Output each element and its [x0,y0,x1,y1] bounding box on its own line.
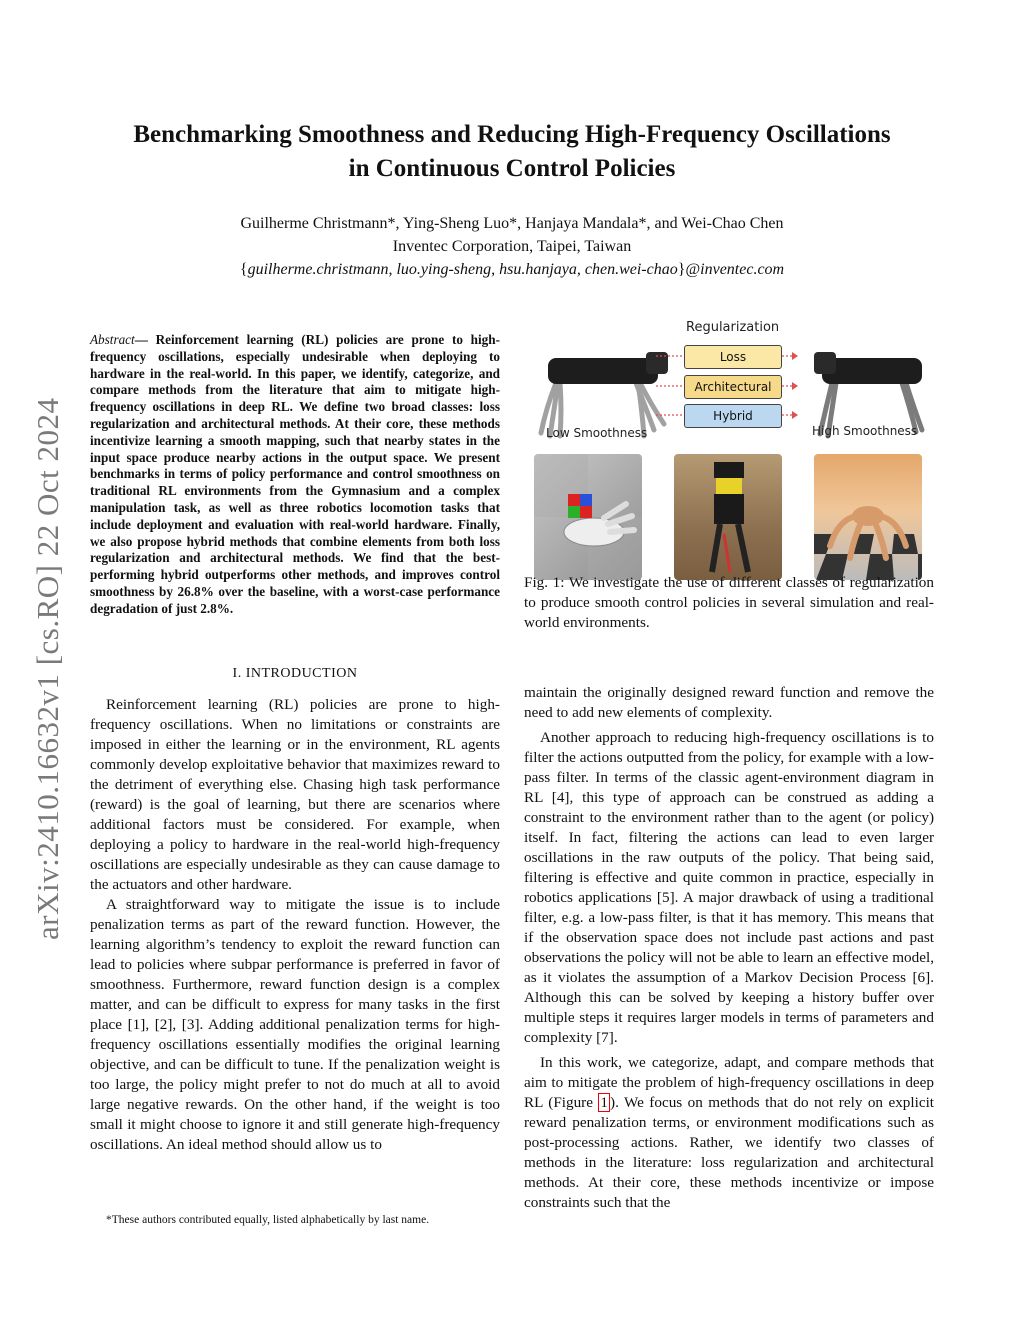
real-robot-photo [674,454,782,580]
right-column-body [524,683,934,1213]
figure-reference-link[interactable]: 1 [600,1094,609,1111]
abstract-label: Abstract [90,332,135,347]
manipulation-photo [534,454,642,580]
biped-robot-icon [674,454,782,580]
robot-hand-icon [534,454,642,580]
architectural-box: Architectural [684,375,782,399]
paper-title-line-2: in Continuous Control Policies [348,155,676,182]
low-smoothness-label: Low Smoothness [546,426,648,440]
author-block [80,212,944,281]
figure-1 [524,316,934,581]
figure-caption: Fig. 1: We investigate the use of different classes of regularization to produce smooth control policies in several simulation and real-world environments. [524,574,934,631]
paragraph: A straightforward way to mitigate the issue is to include penalization terms as part of the reward function. However, the learning algorithm’s tendency to exploit the reward function can lead to policies where subpar performance is preferred in favor of smoothness. Furthermore, reward function design is a complex matter, and can be difficult to express for many tasks in the first place [1], [2], [3]. Adding additional penalization terms for high-frequency oscillations essentially modifies the original learning objective, and can be difficult to tune. If the penalization weight is too large, the policy might prefer to not do much at all to avoid large negative rewards. On the other hand, if the weight is too small it might choose to ignore it and still generate high-frequency oscillations. An ideal method should allow us to [90,896,500,1153]
email-names: guilherme.christmann, luo.ying-sheng, hsu.hanjaya, chen.wei-chao [247,261,678,278]
loss-box: Loss [684,345,782,369]
quadruped-sim-icon [814,454,922,580]
abstract [90,332,500,618]
affiliation: Inventec Corporation, Taipei, Taiwan [392,238,632,255]
paper-title-line-1: Benchmarking Smoothness and Reducing High-Frequency Oscillations [133,121,891,148]
paragraph: Another approach to reducing high-frequency oscillations is to filter the actions outputted from the policy, for example with a low-pass filter. In terms of the classic agent-environment diagram in RL [4], this type of approach can be construed as adding a constraint to the environment rather than to the agent (or policy) itself. In fact, filtering the actions can lead to even larger oscillations in the raw outputs of the policy. That being said, filtering is effective and quite common in practice, especially in robotics applications [5]. A major drawback of using a traditional filter, e.g. a low-pass filter, is that it has memory. This means that if the observation space does not include past actions and past observations the policy will not be able to learn an effective model, as it violates the assumption of a Markov Decision Process [6]. Although this can be solved by keeping a history buffer over multiple steps it requires larger models in terms of parameters and complexity [7]. [524,729,934,1046]
emails: {guilherme.christmann, luo.ying-sheng, hsu.hanjaya, chen.wei-chao}@inventec.com [239,261,785,278]
footnote: *These authors contributed equally, listed alphabetically by last name. [106,1214,430,1226]
authors: Guilherme Christmann*, Ying-Sheng Luo*, Hanjaya Mandala*, and Wei-Chao Chen [240,215,784,232]
hybrid-box: Hybrid [684,404,782,428]
left-column-body [90,695,500,1155]
paragraph-text: ). We focus on methods that do not rely on explicit reward penalization terms, or environment modifications such as post-processing actions. Rather, we identify two classes of methods in the literature: loss regularization and architectural methods. At their core, these methods incentivize or impose constraints such that the [524,1094,935,1211]
paragraph [524,1053,934,1213]
email-domain: @inventec.com [685,261,785,278]
simulation-photo [814,454,922,580]
paragraph-text: In this work, we categorize, adapt, and compare methods that aim to mitigate the problem of high-frequency oscillations in deep RL (Figure [524,1054,934,1111]
high-smoothness-label: High Smoothness [812,424,918,438]
abstract-text: — Reinforcement learning (RL) policies are prone to high-frequency oscillations, especially undesirable when deploying to hardware in the real-world. In this paper, we identify, categorize, and compare methods from the literature that aim to mitigate high-frequency oscillations in deep RL. We define two broad classes: loss regularization and architectural methods. At their core, these methods incentivize learning a smooth mapping, such that nearby states in the input space produce nearby actions in the output space. We present benchmarks in terms of policy performance and control smoothness on traditional RL environments from the Gymnasium and a complex manipulation task, as well as three robotics locomotion tasks that include deployment and evaluation with real-world hardware. Finally, we also propose hybrid methods that combine elements from both loss regularization and architectural methods. We find that the best-performing hybrid outperforms other methods, and improves control smoothness by 26.8% over the baseline, with a worst-case performance degradation of just 2.8%. [90,332,500,616]
section-heading: I. INTRODUCTION [232,666,358,681]
regularization-label: Regularization [686,320,780,335]
arxiv-identifier: arXiv:2410.16632v1 [cs.RO] 22 Oct 2024 [30,397,65,940]
paragraph: maintain the originally designed reward function and remove the need to add new elements of complexity. [524,684,934,721]
paragraph: Reinforcement learning (RL) policies are prone to high-frequency oscillations. When no limitations or constraints are imposed in either the learning or in the environment, RL agents commonly develop exploitative behavior that maximizes reward to the detriment of everything else. Chasing high task performance (reward) is the goal of learning, but there are scenarios where additional factors must be considered. For example, when deploying a policy to hardware in the real-world high-frequency oscillations are especially undesirable as they can cause damage to the actuators and other hardware. [90,696,500,893]
